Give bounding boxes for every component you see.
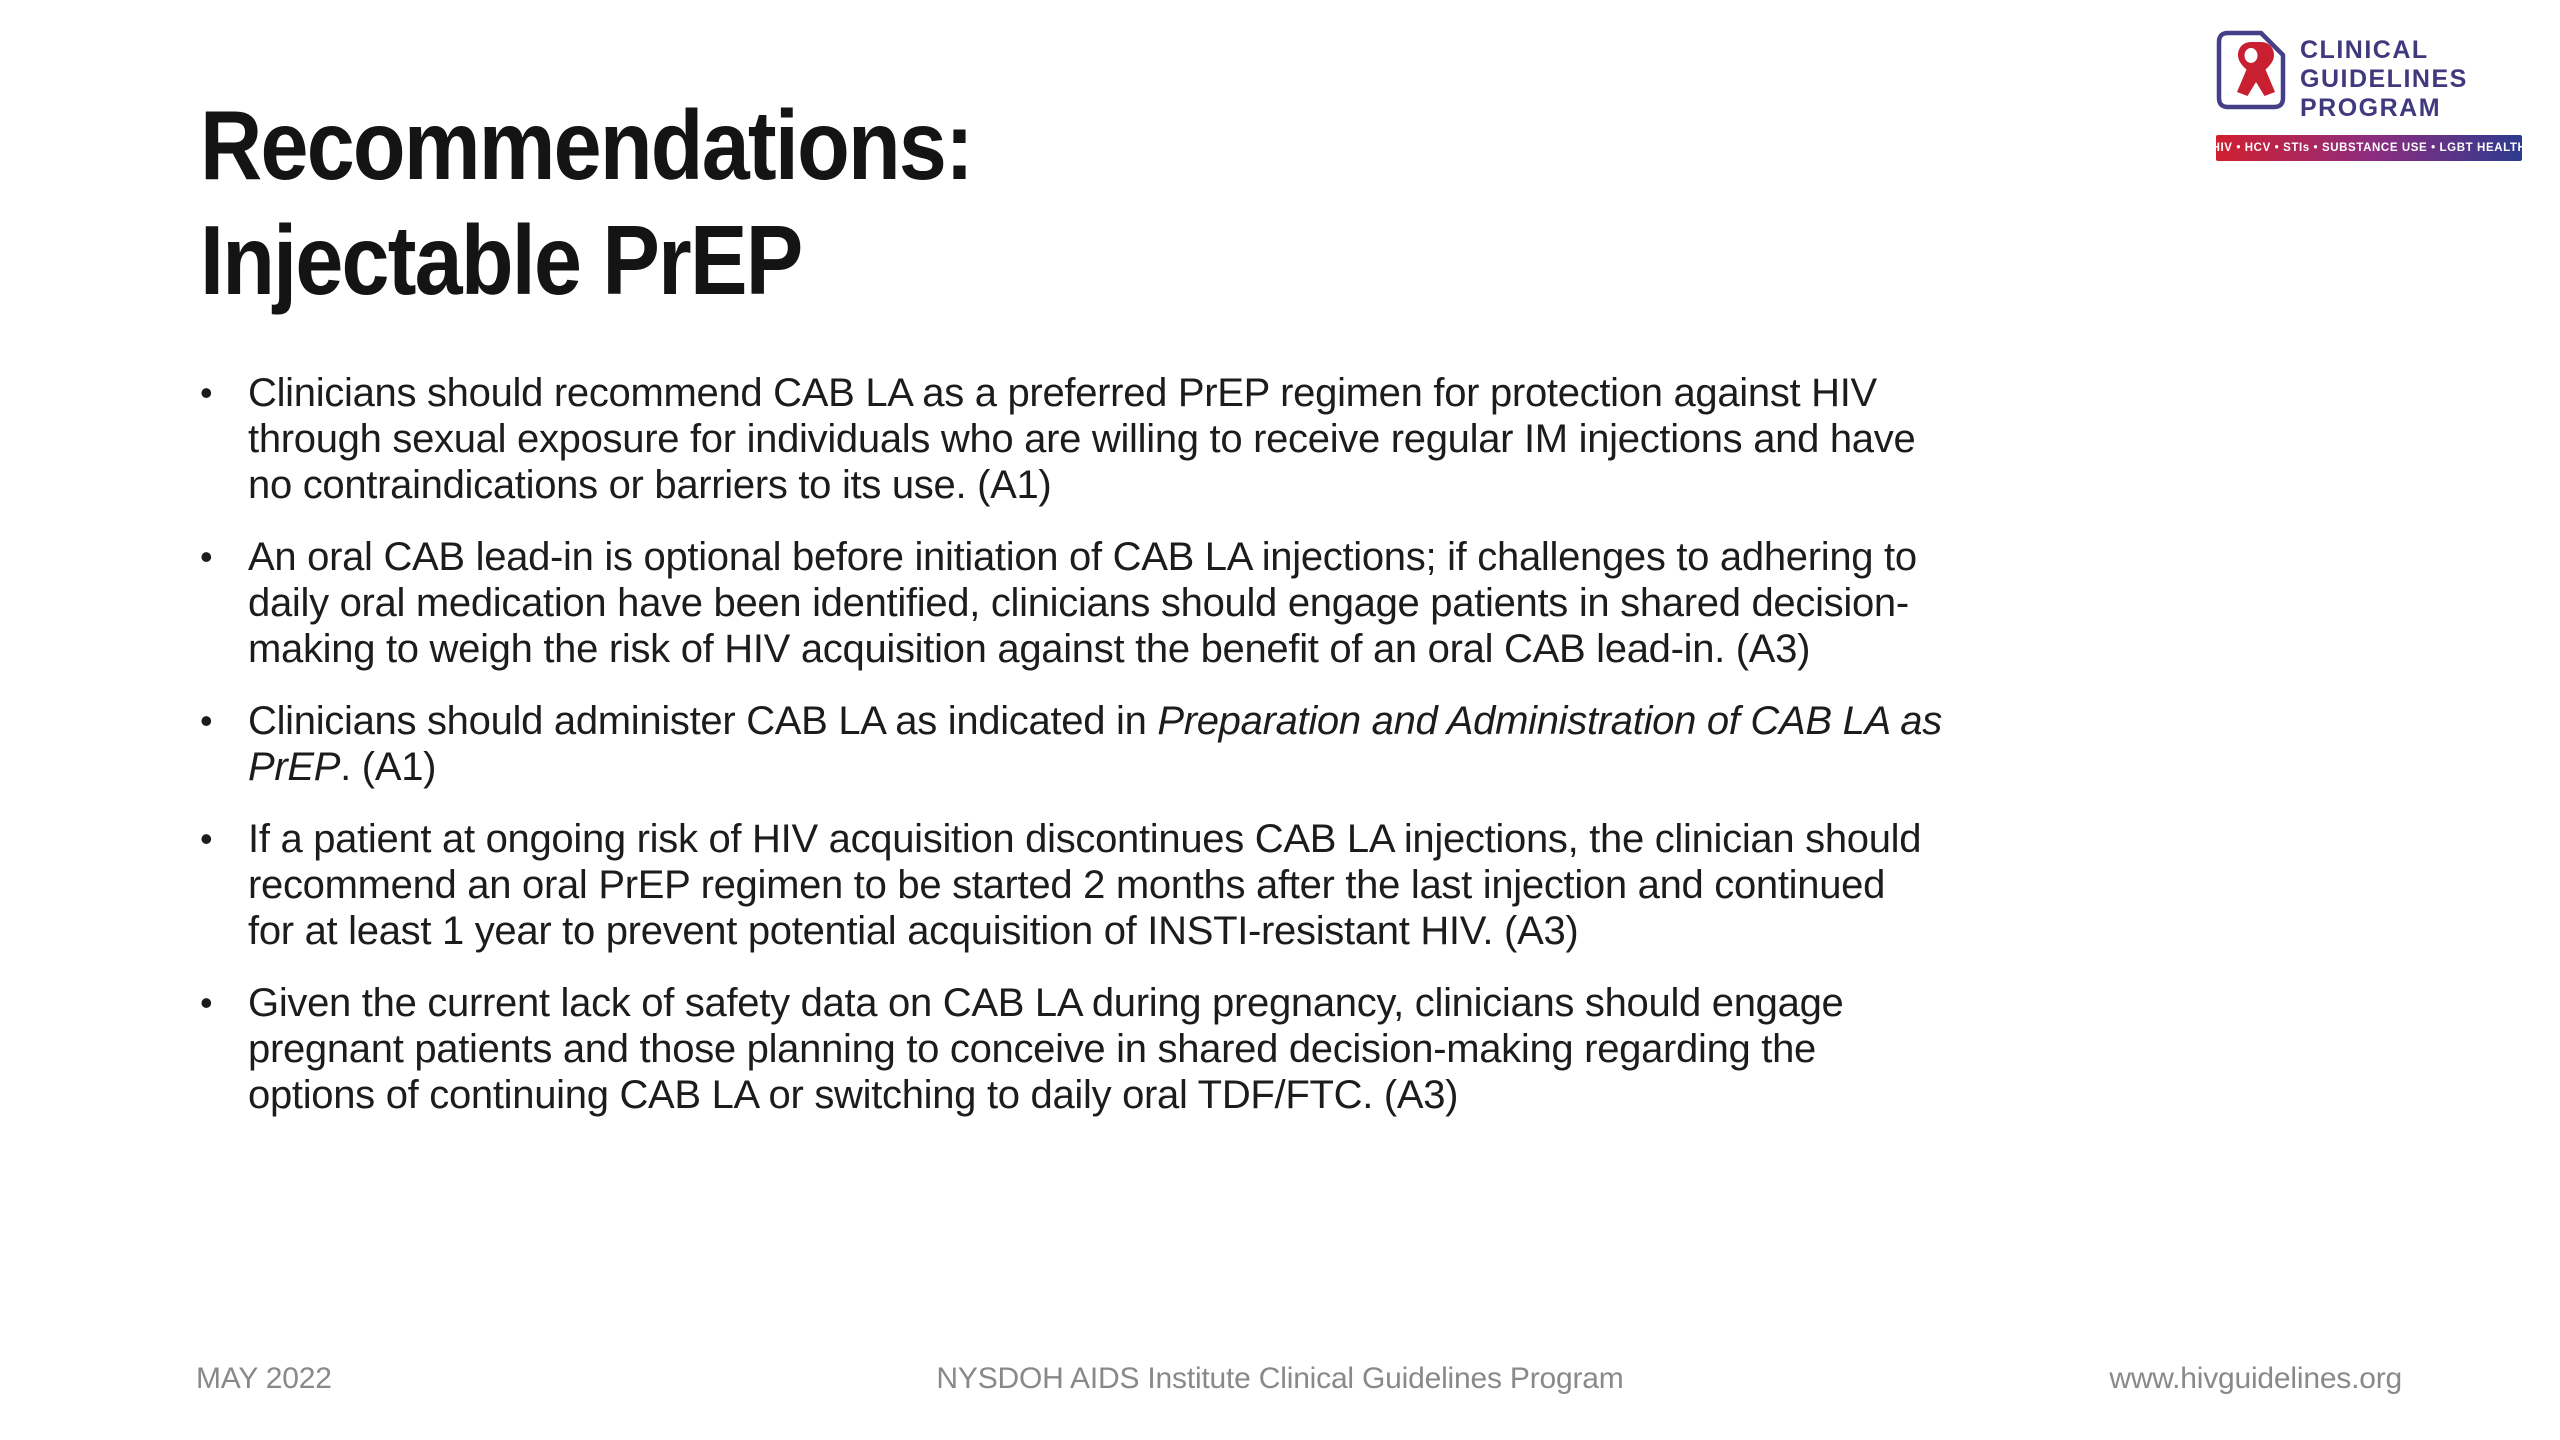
clinical-guidelines-program-logo bbox=[2211, 30, 2528, 161]
footer-program-name: NYSDOH AIDS Institute Clinical Guidelines Program bbox=[936, 1362, 1624, 1395]
bullet-text-regular: Clinicians should administer CAB LA as indicated in bbox=[248, 699, 1158, 743]
bullet-text-italic: Preparation and Administration of CAB LA as bbox=[1157, 699, 1942, 743]
bullet-line: If a patient at ongoing risk of HIV acquisition discontinues CAB LA injections, the clinician should bbox=[248, 817, 1922, 861]
bullet-line: An oral CAB lead-in is optional before initiation of CAB LA injections; if challenges to adhering to bbox=[248, 535, 1917, 579]
bullet-marker: • bbox=[200, 700, 213, 741]
bullet-marker: • bbox=[200, 536, 213, 577]
bullet-line: options of continuing CAB LA or switching to daily oral TDF/FTC. (A3) bbox=[248, 1073, 1459, 1117]
bullet-line: recommend an oral PrEP regimen to be started 2 months after the last injection and continued bbox=[248, 863, 1886, 907]
slide-title-line-1: Recommendations: bbox=[200, 90, 973, 200]
bullet-marker: • bbox=[200, 982, 213, 1023]
logo-line-2: GUIDELINES bbox=[2300, 65, 2468, 93]
bullet-line: daily oral medication have been identified, clinicians should engage patients in shared decision- bbox=[248, 581, 1909, 625]
list-item bbox=[200, 534, 2420, 672]
bullet-marker: • bbox=[200, 372, 213, 413]
footer-date: MAY 2022 bbox=[196, 1362, 332, 1395]
bullet-text bbox=[248, 816, 2420, 954]
bullet-line: no contraindications or barriers to its use. (A1) bbox=[248, 463, 1052, 507]
bullet-marker: • bbox=[200, 818, 213, 859]
logo-wordmark bbox=[2300, 36, 2468, 123]
list-item bbox=[200, 370, 2420, 508]
bullet-line bbox=[248, 698, 2420, 744]
bullet-text bbox=[248, 980, 2420, 1118]
logo-line-1: CLINICAL bbox=[2300, 36, 2429, 64]
logo-gradient-banner bbox=[2211, 135, 2527, 161]
logo-line-3: PROGRAM bbox=[2300, 94, 2442, 122]
bullet-line: Clinicians should recommend CAB LA as a preferred PrEP regimen for protection against HIV bbox=[248, 371, 1877, 415]
bullet-text bbox=[248, 698, 2420, 790]
slide-title bbox=[200, 88, 972, 318]
document-ribbon-icon bbox=[2216, 30, 2286, 115]
bullet-text bbox=[248, 370, 2420, 508]
logo-tagline: HIV • HCV • STIs • SUBSTANCE USE • LGBT HEALTH bbox=[2211, 142, 2527, 154]
bullet-line bbox=[248, 744, 2420, 790]
bullet-line: making to weigh the risk of HIV acquisition against the benefit of an oral CAB lead-in. (A3) bbox=[248, 627, 1811, 671]
bullet-line: pregnant patients and those planning to conceive in shared decision-making regarding the bbox=[248, 1027, 1816, 1071]
footer-website: www.hivguidelines.org bbox=[2109, 1362, 2402, 1395]
slide-title-line-2: Injectable PrEP bbox=[200, 205, 802, 315]
bullet-line: Given the current lack of safety data on CAB LA during pregnancy, clinicians should engage bbox=[248, 981, 1844, 1025]
list-item bbox=[200, 698, 2420, 790]
recommendations-list bbox=[200, 370, 2420, 1144]
bullet-text-regular: . (A1) bbox=[340, 745, 437, 789]
bullet-line: through sexual exposure for individuals who are willing to receive regular IM injections and have bbox=[248, 417, 1916, 461]
list-item bbox=[200, 816, 2420, 954]
list-item bbox=[200, 980, 2420, 1118]
bullet-line: for at least 1 year to prevent potential acquisition of INSTI-resistant HIV. (A3) bbox=[248, 909, 1579, 953]
bullet-text bbox=[248, 534, 2420, 672]
bullet-text-italic: PrEP bbox=[248, 745, 341, 789]
